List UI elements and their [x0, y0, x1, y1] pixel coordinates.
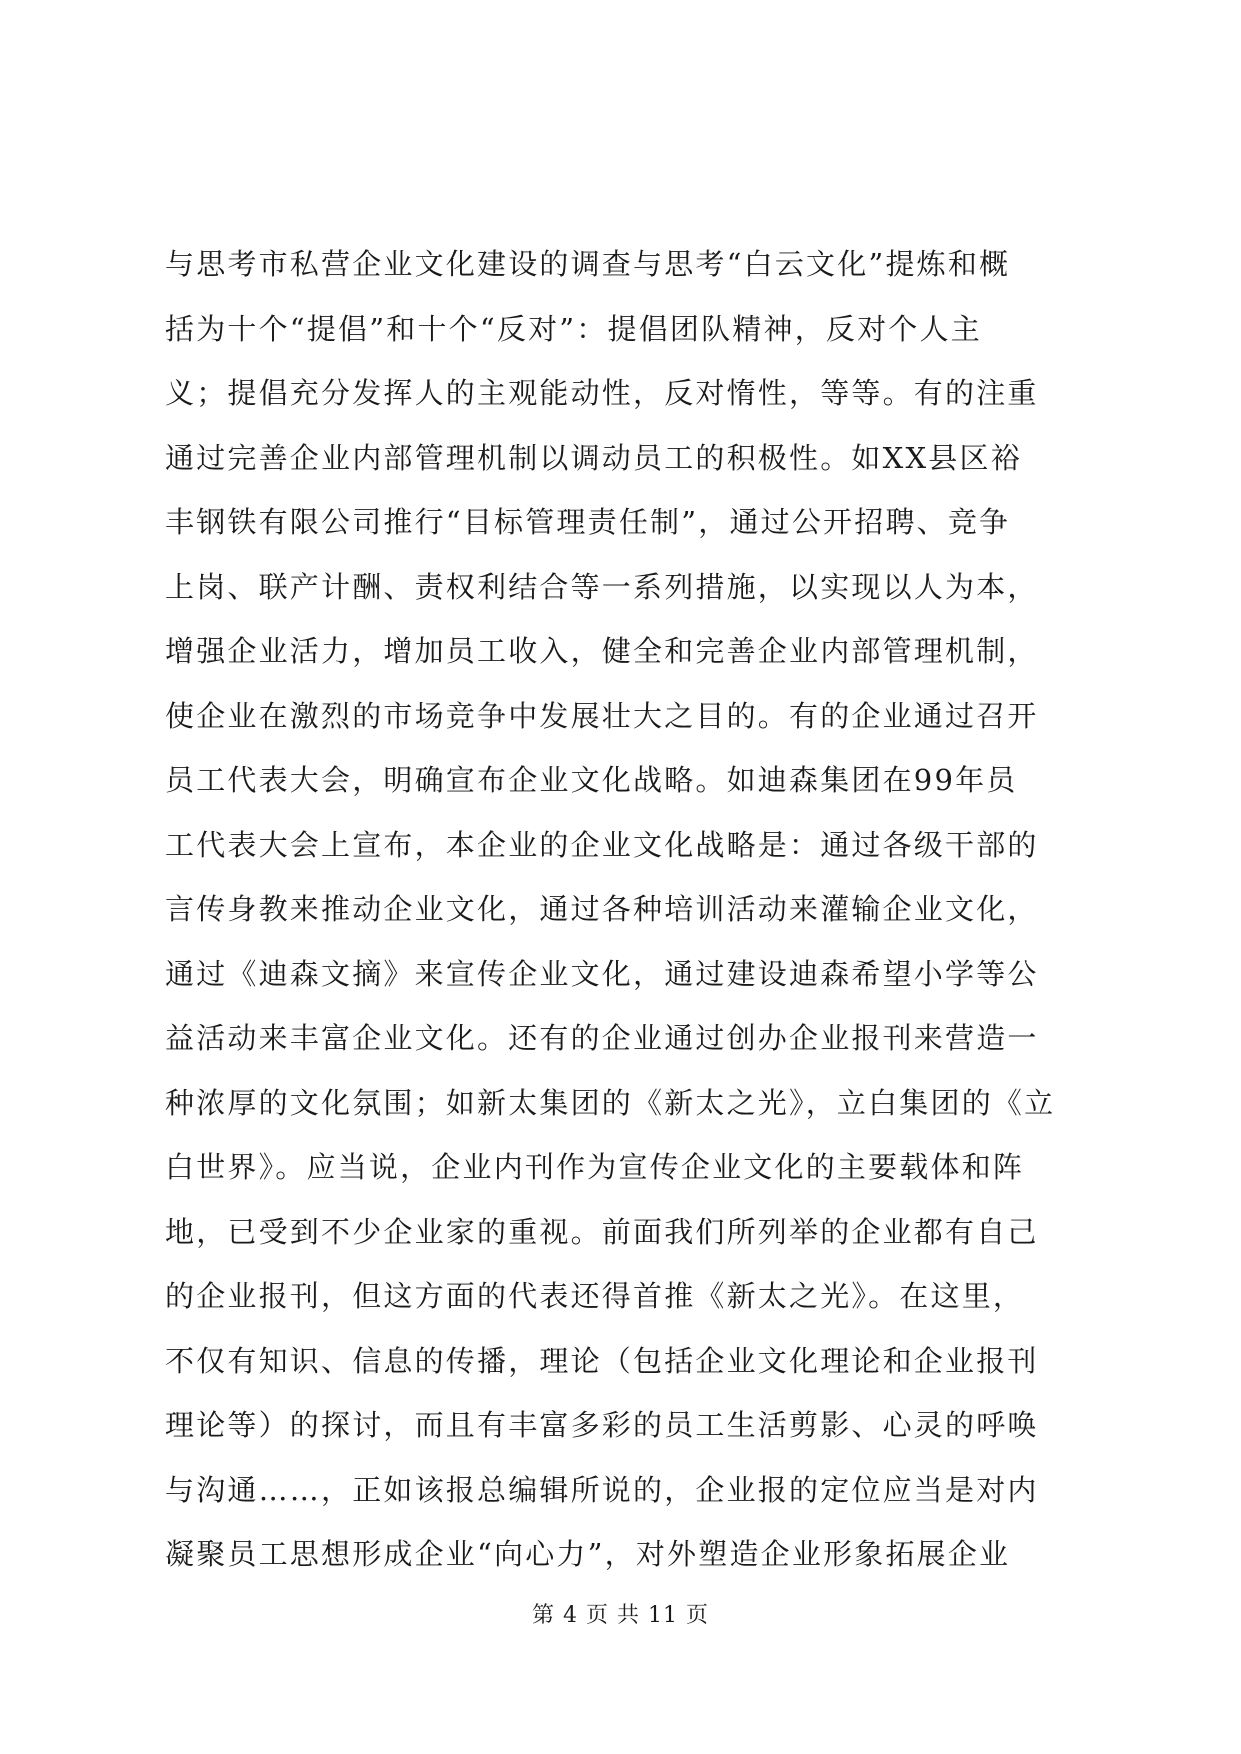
- text-line: 种浓厚的文化氛围；如新太集团的《新太之光》，立白集团的《立: [165, 1085, 1056, 1120]
- text-line: 益活动来丰富企业文化。还有的企业通过创办企业报刊来营造一: [165, 1021, 1039, 1055]
- text-line: 与沟通……，正如该报总编辑所说的，企业报的定位应当是对内: [165, 1472, 1039, 1507]
- text-line: 通过完善企业内部管理机制以调动员工的积极性。如XX县区裕: [165, 440, 1022, 475]
- text-line: 理论等）的探讨，而且有丰富多彩的员工生活剪影、心灵的呼唤: [165, 1408, 1039, 1442]
- page-number-label: 第 4 页 共 11 页: [532, 1603, 709, 1628]
- text-line: 白世界》。应当说，企业内刊作为宣传企业文化的主要载体和阵: [165, 1150, 1025, 1184]
- text-line: 言传身教来推动企业文化，通过各种培训活动来灌输企业文化，: [165, 892, 1039, 926]
- text-line: 工代表大会上宣布，本企业的企业文化战略是：通过各级干部的: [165, 827, 1039, 862]
- text-line: 义；提倡充分发挥人的主观能动性，反对惰性，等等。有的注重: [165, 376, 1039, 410]
- text-line: 员工代表大会，明确宣布企业文化战略。如迪森集团在99年员: [165, 763, 1018, 797]
- text-line: 括为十个“提倡”和十个“反对”：提倡团队精神，反对个人主: [165, 311, 982, 346]
- text-line: 通过《迪森文摘》来宣传企业文化，通过建设迪森希望小学等公: [165, 956, 1039, 991]
- text-line: 凝聚员工思想形成企业“向心力”，对外塑造企业形象拓展企业: [165, 1537, 1011, 1571]
- text-line: 不仅有知识、信息的传播，理论（包括企业文化理论和企业报刊: [165, 1343, 1039, 1378]
- page-footer: [0, 1602, 1241, 1630]
- text-line: 地，已受到不少企业家的重视。前面我们所列举的企业都有自己: [165, 1214, 1039, 1249]
- text-line: 增强企业活力，增加员工收入，健全和完善企业内部管理机制，: [165, 634, 1039, 668]
- text-line: 与思考市私营企业文化建设的调查与思考“白云文化”提炼和概: [165, 247, 1011, 281]
- text-line: 丰钢铁有限公司推行“目标管理责任制”，通过公开招聘、竞争: [165, 505, 1011, 539]
- text-line: 上岗、联产计酬、责权利结合等一系列措施，以实现以人为本，: [165, 569, 1039, 604]
- text-line: 使企业在激烈的市场竞争中发展壮大之目的。有的企业通过召开: [165, 698, 1039, 733]
- text-line: 的企业报刊，但这方面的代表还得首推《新太之光》。在这里，: [165, 1279, 1025, 1313]
- body-text: [165, 232, 1095, 1587]
